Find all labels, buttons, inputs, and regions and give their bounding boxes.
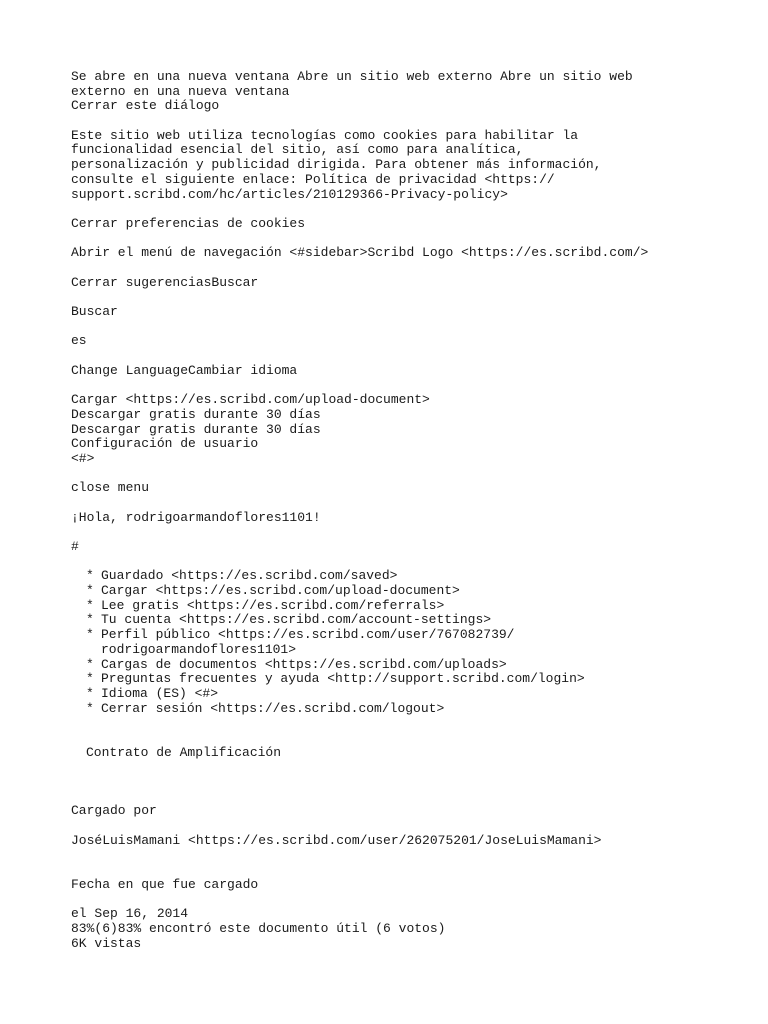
list-item[interactable]: * Guardado <https://es.scribd.com/saved> [86,568,398,584]
spacer [71,467,751,482]
search-button[interactable]: Buscar [71,304,118,319]
list-item[interactable]: * Cargar <https://es.scribd.com/upload-document> [86,583,460,599]
spacer [71,202,751,217]
upload-link[interactable]: Cargar <https://es.scribd.com/upload-document> [71,392,430,408]
list-item[interactable]: * Lee gratis <https://es.scribd.com/referrals> [86,597,445,613]
list-item[interactable]: * Tu cuenta <https://es.scribd.com/account-settings> [86,612,492,628]
change-language-button[interactable]: Change LanguageCambiar idioma [71,362,298,378]
view-count: 6K vistas [71,935,142,951]
list-item[interactable]: * Perfil público <https://es.scribd.com/user/767082739/ [86,627,515,643]
spacer [71,790,751,805]
list-item[interactable]: * Cargas de documentos <https://es.scribd.com/uploads> [86,656,507,672]
saved-link[interactable]: Guardado <https://es.scribd.com/saved> [101,568,398,584]
close-dialog-link[interactable]: Cerrar este diálogo [71,98,220,114]
spacer [71,555,751,570]
hash-link[interactable]: <#> [71,450,95,466]
list-item[interactable]: * Cerrar sesión <https://es.scribd.com/logout> [86,700,445,716]
spacer [71,349,751,364]
cookie-notice-line-3: personalización y publicidad dirigida. Para obtener más información, [71,157,602,173]
hash-anchor[interactable]: # [71,539,79,554]
user-settings-link[interactable]: Configuración de usuario [71,436,259,452]
spacer [71,848,751,877]
spacer [71,290,751,305]
document-page [71,70,751,951]
usefulness-rating: 83%(6)83% encontró este documento útil (6 votos) [71,920,446,936]
uploader-link[interactable]: JoséLuisMamani <https://es.scribd.com/user/262075201/JoseLuisMamani> [71,832,602,848]
spacer [71,496,751,511]
uploads-link[interactable]: Cargas de documentos <https://es.scribd.com/uploads> [101,656,507,672]
download-free-link[interactable]: Descargar gratis durante 30 días [71,421,321,437]
intro-line-2[interactable]: externo en una nueva ventana [71,83,290,99]
navigation-menu-link[interactable]: Abrir el menú de navegación <#sidebar>Scribd Logo <https://es.scribd.com/> [71,245,649,261]
spacer [71,819,751,834]
uploaded-by-label: Cargado por [71,803,157,819]
upload-link[interactable]: Cargar <https://es.scribd.com/upload-document> [101,583,460,599]
public-profile-link-continuation[interactable]: rodrigoarmandoflores1101> [101,641,297,657]
language-link[interactable]: Idioma (ES) <#> [101,685,219,701]
language-code[interactable]: es [71,333,87,349]
user-greeting: ¡Hola, rodrigoarmandoflores1101! [71,509,321,525]
spacer [71,114,751,129]
faq-help-link[interactable]: Preguntas frecuentes y ayuda <http://support.scribd.com/login> [101,671,585,687]
logout-link[interactable]: Cerrar sesión <https://es.scribd.com/logout> [101,700,445,716]
intro-line-1[interactable]: Se abre en una nueva ventana Abre un sitio web externo Abre un sitio web [71,69,633,84]
upload-date: el Sep 16, 2014 [71,906,189,922]
privacy-policy-url[interactable]: support.scribd.com/hc/articles/210129366-Privacy-policy> [71,186,508,202]
spacer [71,525,751,540]
list-item[interactable]: * Idioma (ES) <#> [86,685,219,701]
spacer [71,893,751,908]
spacer [71,760,751,789]
read-free-link[interactable]: Lee gratis <https://es.scribd.com/referrals> [101,597,445,613]
close-suggestions-button[interactable]: Cerrar sugerenciasBuscar [71,274,259,290]
spacer [71,320,751,335]
account-link[interactable]: Tu cuenta <https://es.scribd.com/account-settings> [101,612,492,628]
public-profile-link[interactable]: Perfil público <https://es.scribd.com/user/767082739/ [101,627,515,643]
user-menu-list [71,569,751,716]
spacer [71,232,751,247]
spacer [71,378,751,393]
privacy-policy-link[interactable]: consulte el siguiente enlace: Política de privacidad <https:// [71,171,555,187]
download-free-link[interactable]: Descargar gratis durante 30 días [71,406,321,422]
close-cookie-preferences-button[interactable]: Cerrar preferencias de cookies [71,215,306,231]
spacer [71,261,751,276]
upload-date-label: Fecha en que fue cargado [71,876,259,892]
close-menu-button[interactable]: close menu [71,480,150,496]
list-item[interactable]: * Preguntas frecuentes y ayuda <http://support.scribd.com/login> [86,671,585,687]
spacer [71,716,751,745]
document-title: Contrato de Amplificación [86,744,282,760]
cookie-notice-line-2: funcionalidad esencial del sitio, así como para analítica, [71,142,524,158]
cookie-notice-line-1: Este sitio web utiliza tecnologías como cookies para habilitar la [71,127,579,143]
